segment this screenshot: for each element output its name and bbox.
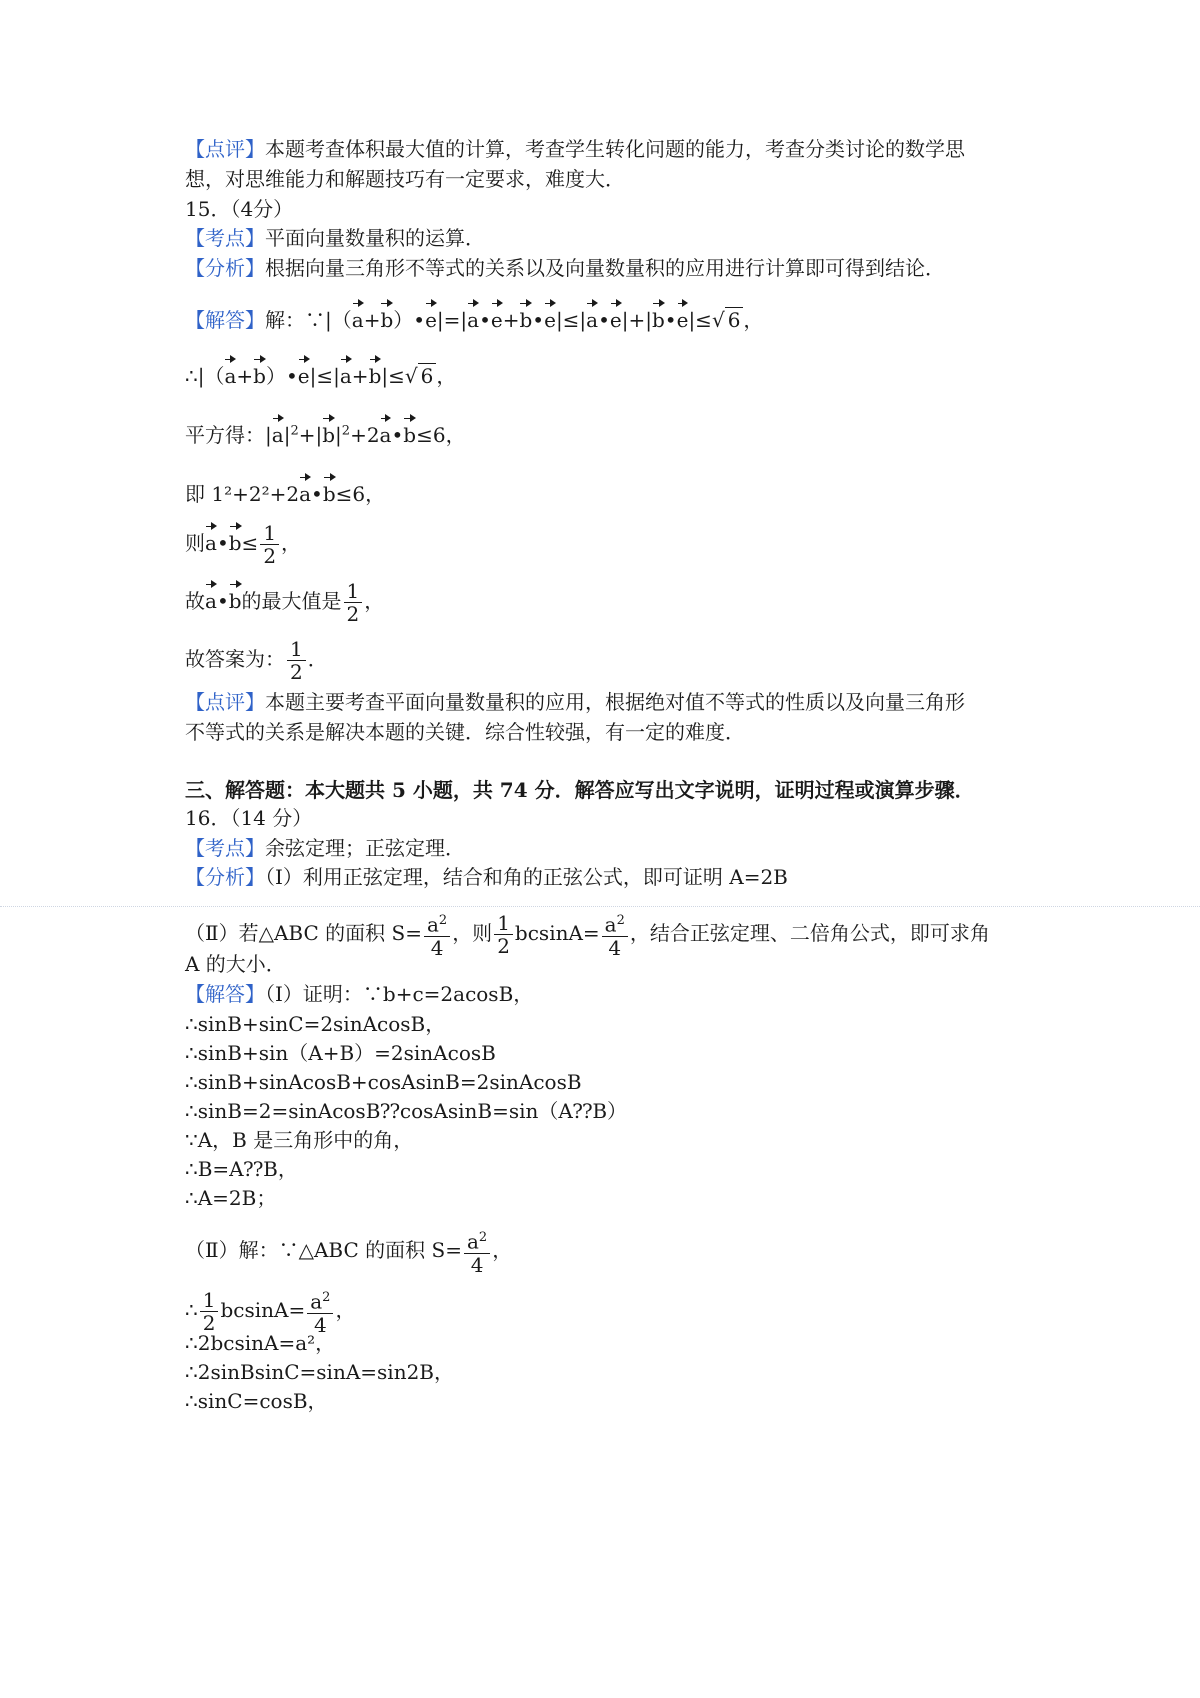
solution-line: ∴A=2B； bbox=[185, 1186, 277, 1210]
fraction-a-squared-over-4: $\frac{a^2}{4}$ bbox=[464, 1227, 490, 1276]
solution-line: ∴2sinBsinC=sinA=sin2B， bbox=[185, 1360, 454, 1384]
question-16-header: 16．（14 分） bbox=[185, 806, 313, 830]
knowledge-tag: 【考点】 bbox=[185, 226, 265, 250]
solution-step-1: 【解答】解：∵|（a+b）•e|=|a•e+b•e|≤|a•e|+|b•e|≤√ 6 ， bbox=[185, 302, 763, 332]
section-heading: 三、解答题：本大题共 5 小题，共 74 分．解答应写出文字说明，证明过程或演算步骤． bbox=[185, 778, 975, 802]
review-line: 【点评】本题主要考查平面向量数量积的应用，根据绝对值不等式的性质以及向量三角形 bbox=[185, 690, 965, 714]
knowledge-line: 【考点】余弦定理；正弦定理． bbox=[185, 836, 465, 860]
sqrt-six: √ 6 bbox=[712, 308, 743, 332]
solution-step-6: 故a•b的最大值是 $\frac{1}{2}$ ， bbox=[185, 579, 385, 626]
analysis-line: A 的大小． bbox=[185, 952, 286, 976]
fraction-a-squared-over-4: $\frac{a^2}{4}$ bbox=[602, 910, 628, 959]
solution-line: ∵A，B 是三角形中的角， bbox=[185, 1128, 414, 1152]
solution-answer: 故答案为： $\frac{1}{2}$ ． bbox=[185, 637, 328, 684]
fraction-a-squared-over-4: $\frac{a^2}{4}$ bbox=[307, 1287, 333, 1336]
analysis-line: 【分析】（Ⅰ）利用正弦定理，结合和角的正弦公式，即可证明 A=2B bbox=[185, 865, 788, 889]
solution-line: （Ⅱ）解：∵△ABC 的面积 S= $\frac{a^2}{4}$ ， bbox=[185, 1227, 512, 1276]
analysis-tag: 【分析】 bbox=[185, 256, 265, 280]
review-line: 【点评】本题考查体积最大值的计算，考查学生转化问题的能力，考查分类讨论的数学思 bbox=[185, 137, 965, 161]
review-tag: 【点评】 bbox=[185, 137, 265, 161]
analysis-line: 【分析】根据向量三角形不等式的关系以及向量数量积的应用进行计算即可得到结论． bbox=[185, 256, 945, 280]
analysis-line: （Ⅱ）若△ABC 的面积 S= $\frac{a^2}{4}$ ，则 $\frac{1}{2}$ bcsinA= $\frac{a^2}{4}$ ，结合正弦定理、二倍角公式，即可求角 bbox=[185, 910, 990, 960]
fraction-one-half: $\frac{1}{2}$ bbox=[200, 1289, 219, 1334]
solution-step-4: 即 1²+2²+2a•b≤6， bbox=[185, 476, 385, 506]
solution-line: ∴sinB+sinC=2sinAcosB， bbox=[185, 1012, 446, 1036]
question-15-header: 15．（4分） bbox=[185, 197, 294, 221]
solution-tag: 【解答】 bbox=[185, 982, 265, 1006]
fraction-one-half: $\frac{1}{2}$ bbox=[494, 912, 513, 957]
solution-line: ∴sinB+sinAcosB+cosAsinB=2sinAcosB bbox=[185, 1070, 582, 1094]
review-line: 不等式的关系是解决本题的关键．综合性较强，有一定的难度． bbox=[185, 720, 745, 744]
solution-line: ∴sinC=cosB， bbox=[185, 1389, 328, 1413]
analysis-tag: 【分析】 bbox=[185, 865, 265, 889]
review-tag: 【点评】 bbox=[185, 690, 265, 714]
knowledge-line: 【考点】平面向量数量积的运算． bbox=[185, 226, 485, 250]
solution-step-3: 平方得：$|a|^2+|b|^2+2a•b\le 6$， bbox=[185, 417, 466, 447]
fraction-one-half: $\frac{1}{2}$ bbox=[344, 580, 363, 625]
sqrt-six: √ 6 bbox=[405, 364, 436, 388]
fraction-one-half: $\frac{1}{2}$ bbox=[260, 522, 279, 567]
solution-tag: 【解答】 bbox=[185, 308, 265, 332]
solution-line: ∴sinB=2=sinAcosB⁇cosAsinB=sin（A⁇B） bbox=[185, 1099, 628, 1123]
solution-line: 【解答】（Ⅰ）证明：∵b+c=2acosB， bbox=[185, 982, 534, 1006]
knowledge-tag: 【考点】 bbox=[185, 836, 265, 860]
fraction-one-half: $\frac{1}{2}$ bbox=[287, 638, 306, 683]
review-line: 想，对思维能力和解题技巧有一定要求，难度大． bbox=[185, 167, 625, 191]
solution-line: ∴sinB+sin（A+B）=2sinAcosB bbox=[185, 1041, 496, 1065]
fraction-a-squared-over-4: $\frac{a^2}{4}$ bbox=[424, 910, 450, 959]
solution-step-2: ∴|（a+b）•e|≤|a+b|≤√ 6 ， bbox=[185, 358, 456, 388]
solution-step-5: 则a•b≤ $\frac{1}{2}$ ， bbox=[185, 521, 302, 568]
solution-line: ∴ $\frac{1}{2}$ bcsinA= $\frac{a^2}{4}$ ， bbox=[185, 1287, 356, 1337]
solution-line: ∴B=A⁇B， bbox=[185, 1157, 298, 1181]
page-separator bbox=[0, 906, 1200, 907]
solution-line: ∴2bcsinA=a²， bbox=[185, 1331, 336, 1355]
